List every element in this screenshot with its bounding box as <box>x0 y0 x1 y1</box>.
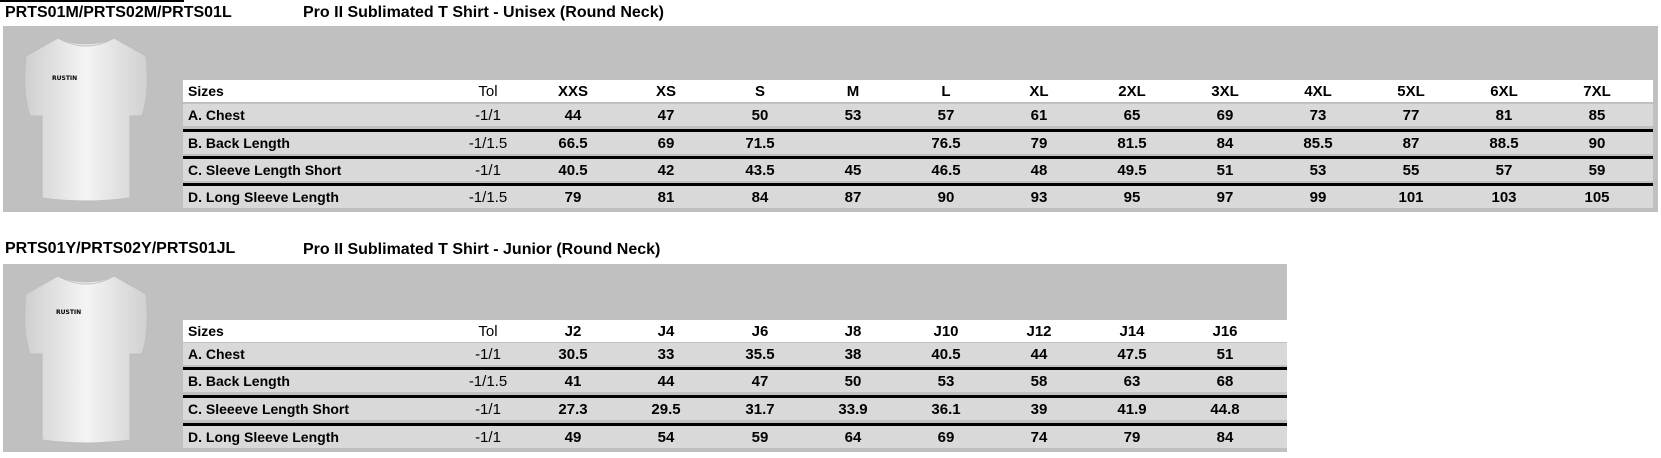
shirt-logo: RUSTIN <box>56 309 82 316</box>
measure-value: 47 <box>751 372 769 390</box>
product-title: Pro II Sublimated T Shirt - Junior (Round Neck) <box>303 241 661 258</box>
measure-value: 88.5 <box>1489 134 1519 152</box>
measure-value: 33 <box>657 345 675 363</box>
measure-value: 64 <box>844 428 862 446</box>
table-row <box>183 156 1653 181</box>
measure-value: 85 <box>1588 106 1606 124</box>
measure-value: 66.5 <box>558 134 588 152</box>
product-code: PRTS01M/PRTS02M/PRTS01L <box>5 4 232 21</box>
measure-value: 40.5 <box>931 345 961 363</box>
measure-value: 42 <box>657 161 675 179</box>
measure-value: 97 <box>1216 188 1234 206</box>
measure-value: 53 <box>1309 161 1327 179</box>
tolerance: -1/1.5 <box>468 372 508 390</box>
table-row <box>183 367 1287 392</box>
measure-value: 61 <box>1030 106 1048 124</box>
size-heading: S <box>754 82 765 100</box>
measure-value: 79 <box>1123 428 1141 446</box>
sizes-heading: Sizes <box>188 83 224 99</box>
measure-value: 44 <box>564 106 582 124</box>
size-heading: XS <box>655 82 676 100</box>
measure-value: 87 <box>844 188 862 206</box>
measure-value: 44 <box>657 372 675 390</box>
size-heading: M <box>846 82 860 100</box>
table-row <box>183 423 1287 448</box>
measure-value: 68 <box>1216 372 1234 390</box>
measure-value: 73 <box>1309 106 1327 124</box>
table-row <box>183 183 1653 208</box>
measure-value: 90 <box>937 188 955 206</box>
measure-value: 58 <box>1030 372 1048 390</box>
measure-value: 55 <box>1402 161 1420 179</box>
measure-label: C. Sleeeve Length Short <box>188 401 350 417</box>
measure-value: 47.5 <box>1117 345 1147 363</box>
measure-value: 76.5 <box>931 134 961 152</box>
size-heading: 3XL <box>1211 82 1239 100</box>
measure-value: 46.5 <box>931 161 961 179</box>
measure-value: 95 <box>1123 188 1141 206</box>
measure-value: 105 <box>1584 188 1610 206</box>
measure-value: 54 <box>657 428 675 446</box>
measure-value: 81.5 <box>1117 134 1147 152</box>
measure-value: 69 <box>937 428 955 446</box>
size-heading: 6XL <box>1490 82 1518 100</box>
size-heading: 4XL <box>1304 82 1332 100</box>
measure-value: 81 <box>1495 106 1513 124</box>
tolerance: -1/1.5 <box>468 134 508 152</box>
shirt-logo: RUSTIN <box>52 75 78 82</box>
size-heading: J2 <box>564 322 582 340</box>
measure-value: 69 <box>657 134 675 152</box>
measure-value: 38 <box>844 345 862 363</box>
size-heading: J4 <box>657 322 675 340</box>
size-heading: XXS <box>557 82 588 100</box>
measure-label: A. Chest <box>188 346 245 362</box>
measure-value: 30.5 <box>558 345 588 363</box>
table-row <box>183 129 1653 154</box>
table-row <box>183 395 1287 420</box>
measure-value: 99 <box>1309 188 1327 206</box>
measure-value: 49 <box>564 428 582 446</box>
measure-value: 79 <box>1030 134 1048 152</box>
header-row <box>183 320 1287 342</box>
measure-label: C. Sleeve Length Short <box>188 162 342 178</box>
measure-label: D. Long Sleeve Length <box>188 429 339 445</box>
measure-value: 103 <box>1491 188 1517 206</box>
measure-value <box>818 132 888 154</box>
measure-value: 93 <box>1030 188 1048 206</box>
measure-value: 51 <box>1216 161 1234 179</box>
measure-value: 41 <box>564 372 582 390</box>
size-heading: J16 <box>1212 322 1238 340</box>
tshirt-image <box>18 270 154 446</box>
tolerance: -1/1 <box>475 428 501 446</box>
measure-value: 85.5 <box>1303 134 1333 152</box>
measure-value: 101 <box>1398 188 1424 206</box>
measure-value: 57 <box>937 106 955 124</box>
measure-value: 59 <box>1588 161 1606 179</box>
measure-value: 45 <box>844 161 862 179</box>
measure-value: 33.9 <box>838 400 868 418</box>
measure-value: 79 <box>564 188 582 206</box>
measure-value: 69 <box>1216 106 1234 124</box>
measure-value: 84 <box>1216 134 1234 152</box>
measure-value: 84 <box>751 188 769 206</box>
measure-label: A. Chest <box>188 107 245 123</box>
measure-value: 50 <box>751 106 769 124</box>
sizes-heading: Sizes <box>188 323 224 339</box>
measure-value: 53 <box>937 372 955 390</box>
measure-value: 47 <box>657 106 675 124</box>
measure-value: 44.8 <box>1210 400 1240 418</box>
measure-value: 27.3 <box>558 400 588 418</box>
measure-value: 65 <box>1123 106 1141 124</box>
header-row <box>183 80 1653 102</box>
measure-value: 59 <box>751 428 769 446</box>
tolerance: -1/1 <box>475 345 501 363</box>
size-heading: J10 <box>933 322 959 340</box>
tol-heading: Tol <box>478 322 498 340</box>
measure-value: 63 <box>1123 372 1141 390</box>
measure-value: 57 <box>1495 161 1513 179</box>
measure-value: 31.7 <box>745 400 775 418</box>
measure-label: B. Back Length <box>188 373 290 389</box>
measure-value: 29.5 <box>651 400 681 418</box>
measure-value: 41.9 <box>1117 400 1147 418</box>
measure-value: 90 <box>1588 134 1606 152</box>
tol-heading: Tol <box>478 82 498 100</box>
size-heading: 2XL <box>1118 82 1146 100</box>
tolerance: -1/1 <box>475 106 501 124</box>
measure-value: 48 <box>1030 161 1048 179</box>
table-row <box>183 104 1653 126</box>
measure-value: 87 <box>1402 134 1420 152</box>
measure-value: 77 <box>1402 106 1420 124</box>
top-rule <box>0 0 184 2</box>
measure-value: 74 <box>1030 428 1048 446</box>
measure-value: 71.5 <box>745 134 775 152</box>
size-heading: 5XL <box>1397 82 1425 100</box>
measure-value: 44 <box>1030 345 1048 363</box>
measure-value: 36.1 <box>931 400 961 418</box>
size-heading: J14 <box>1119 322 1145 340</box>
tshirt-image <box>18 32 154 204</box>
measure-value: 81 <box>657 188 675 206</box>
size-heading: J8 <box>844 322 862 340</box>
measure-label: B. Back Length <box>188 135 290 151</box>
size-heading: L <box>941 82 951 100</box>
measure-value: 39 <box>1030 400 1048 418</box>
product-code: PRTS01Y/PRTS02Y/PRTS01JL <box>5 240 236 257</box>
product-title: Pro II Sublimated T Shirt - Unisex (Round Neck) <box>303 4 664 21</box>
size-heading: 7XL <box>1583 82 1611 100</box>
tolerance: -1/1.5 <box>468 188 508 206</box>
size-heading: J12 <box>1026 322 1052 340</box>
measure-label: D. Long Sleeve Length <box>188 189 339 205</box>
measure-value: 43.5 <box>745 161 775 179</box>
size-heading: J6 <box>751 322 769 340</box>
measure-value: 51 <box>1216 345 1234 363</box>
table-row <box>183 343 1287 365</box>
measure-value: 50 <box>844 372 862 390</box>
measure-value: 53 <box>844 106 862 124</box>
measure-value: 49.5 <box>1117 161 1147 179</box>
measure-value: 84 <box>1216 428 1234 446</box>
tolerance: -1/1 <box>475 161 501 179</box>
measure-value: 40.5 <box>558 161 588 179</box>
measure-value: 35.5 <box>745 345 775 363</box>
tolerance: -1/1 <box>475 400 501 418</box>
size-heading: XL <box>1029 82 1049 100</box>
